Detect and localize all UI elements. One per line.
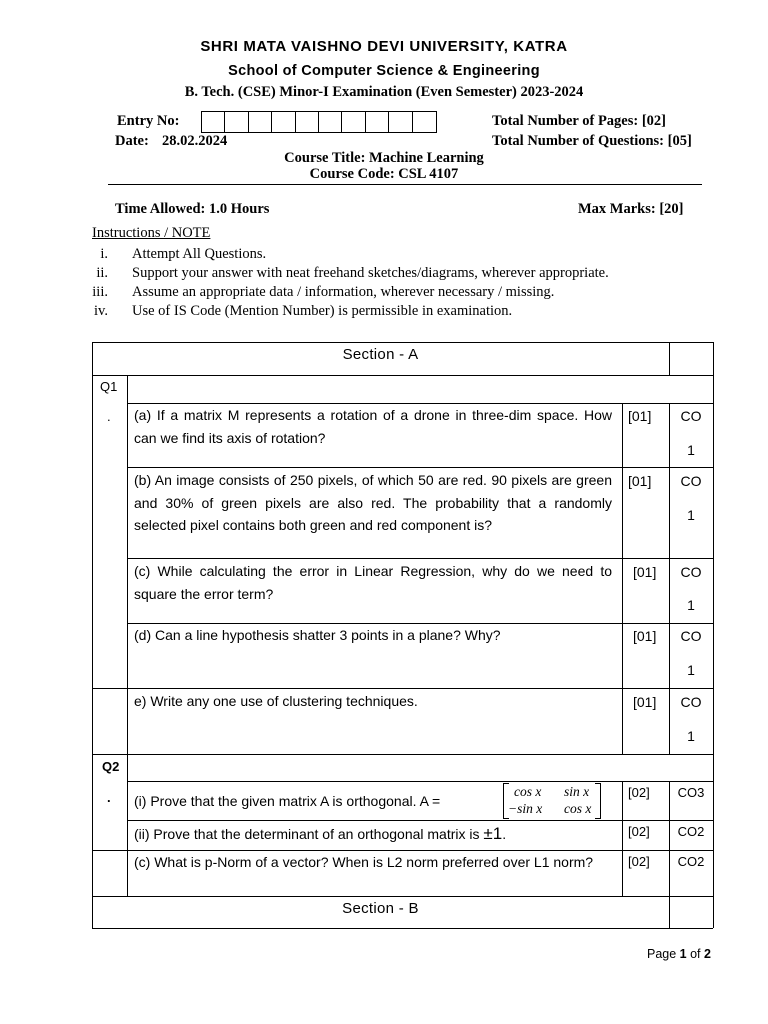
instructions-heading: Instructions / NOTE	[92, 225, 211, 241]
instruction-item	[88, 265, 609, 282]
question-text: (i) Prove that the given matrix A is orthogonal. A =	[134, 793, 441, 809]
total-pages: Total Number of Pages: [02]	[492, 113, 666, 129]
page-prefix: Page	[647, 947, 680, 961]
question-marks: [02]	[628, 785, 650, 800]
matrix-a	[503, 783, 601, 819]
section-a-header: Section - A	[342, 346, 419, 363]
time-allowed: Time Allowed: 1.0 Hours	[115, 201, 270, 217]
school-name: School of Computer Science & Engineering	[228, 63, 540, 79]
instruction-number: ii.	[96, 265, 108, 281]
question-marks: [01]	[628, 408, 652, 424]
course-outcome-number: 1	[687, 662, 695, 678]
course-outcome: CO2	[677, 824, 705, 839]
question-text: e) Write any one use of clustering techniques.	[134, 693, 418, 709]
question-text-main: (ii) Prove that the determinant of an orthogonal matrix is	[134, 826, 484, 842]
matrix-entry: cos x	[514, 784, 542, 799]
question-text: (a) If a matrix M represents a rotation of a drone in three-dim space. How can we find its axis of rotation?	[134, 407, 612, 446]
course-outcome: CO2	[677, 854, 705, 869]
entry-label: Entry No:	[117, 113, 180, 129]
instruction-text: Assume an appropriate data / information, wherever necessary / missing.	[132, 284, 555, 300]
instruction-text: Use of IS Code (Mention Number) is permissible in examination.	[132, 303, 513, 319]
section-b-header: Section - B	[342, 900, 419, 917]
matrix-entry: sin x	[564, 784, 590, 799]
instruction-item	[88, 284, 555, 301]
course-outcome: CO	[680, 408, 702, 424]
question-text: (d) Can a line hypothesis shatter 3 points in a plane? Why?	[134, 627, 501, 643]
course-outcome-number: 1	[687, 442, 695, 458]
instruction-item	[88, 246, 267, 263]
entry-number-boxes[interactable]	[201, 111, 437, 133]
total-pages-footer: 2	[704, 947, 711, 961]
question-number: Q2	[102, 759, 120, 774]
date-value: 28.02.2024	[162, 133, 228, 149]
date-label: Date:	[115, 133, 149, 149]
question-marks: [01]	[628, 473, 652, 489]
instruction-text: Attempt All Questions.	[132, 246, 267, 262]
total-questions: Total Number of Questions: [05]	[492, 133, 692, 149]
question-text: (b) An image consists of 250 pixels, of which 50 are red. 90 pixels are green and 30% of green pixels are also red. The probability that a randomly selected pixel contains both green and red component is?	[134, 472, 612, 533]
university-name: SHRI MATA VAISHNO DEVI UNIVERSITY, KATRA	[200, 38, 568, 55]
course-outcome-number: 1	[687, 597, 695, 613]
matrix-entry: −sin x	[508, 801, 543, 816]
question-number-dot: .	[107, 409, 111, 424]
question-marks: [02]	[628, 854, 650, 869]
question-text-tail: .	[502, 826, 507, 842]
exam-title: B. Tech. (CSE) Minor-I Examination (Even Semester) 2023-2024	[184, 84, 584, 100]
header-divider	[108, 184, 702, 185]
course-outcome: CO	[680, 564, 702, 580]
instruction-item	[88, 303, 513, 320]
question-text: (c) While calculating the error in Linear Regression, why do we need to square the error term?	[134, 563, 612, 602]
question-marks: [02]	[628, 824, 650, 839]
question-number-dot: .	[107, 790, 111, 805]
page-number	[647, 947, 711, 961]
instruction-number: i.	[100, 246, 108, 262]
course-outcome-number: 1	[687, 728, 695, 744]
instruction-number: iv.	[94, 303, 108, 319]
instruction-number: iii.	[92, 284, 108, 300]
question-text	[134, 824, 506, 844]
current-page: 1	[679, 947, 687, 961]
page-separator: of	[686, 947, 704, 961]
course-title: Course Title: Machine Learning	[284, 150, 484, 166]
question-marks: [01]	[633, 564, 657, 580]
matrix-entry: cos x	[564, 801, 592, 816]
question-marks: [01]	[633, 628, 657, 644]
course-outcome: CO	[680, 694, 702, 710]
course-outcome-number: 1	[687, 507, 695, 523]
course-outcome: CO	[680, 473, 702, 489]
plus-minus-one: ±1	[483, 824, 503, 843]
max-marks: Max Marks: [20]	[578, 201, 684, 217]
course-outcome: CO3	[677, 785, 705, 800]
course-code: Course Code: CSL 4107	[309, 166, 459, 182]
question-marks: [01]	[633, 694, 657, 710]
question-number: Q1	[100, 379, 118, 394]
course-outcome: CO	[680, 628, 702, 644]
instruction-text: Support your answer with neat freehand sketches/diagrams, wherever appropriate.	[132, 265, 609, 281]
question-text: (c) What is p-Norm of a vector? When is L2 norm preferred over L1 norm?	[134, 854, 594, 870]
